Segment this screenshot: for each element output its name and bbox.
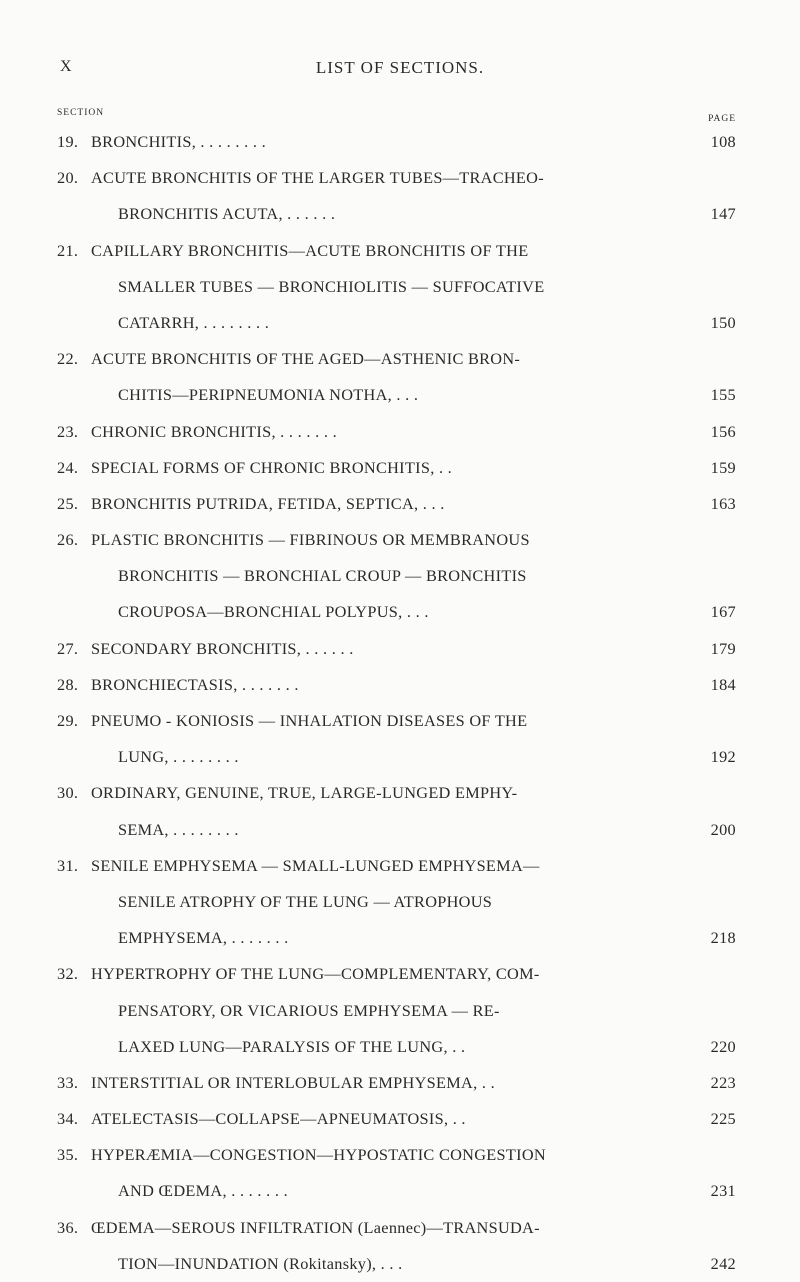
page-reference: 225 (710, 1109, 736, 1129)
toc-entry-line (0, 124, 800, 160)
toc-entry (0, 486, 800, 522)
section-number: 21. (57, 240, 79, 260)
toc-entry-line (0, 1029, 800, 1065)
toc-entry (0, 1137, 800, 1209)
page-reference: 108 (710, 132, 736, 151)
toc-entry-line (0, 522, 800, 558)
section-number: 34. (57, 1109, 79, 1129)
page-reference: 220 (710, 1036, 736, 1056)
page-reference: 147 (710, 204, 736, 224)
page-reference: 184 (710, 674, 736, 694)
page-reference: 159 (710, 457, 736, 477)
section-number: 25. (57, 493, 79, 513)
toc-entry (0, 631, 800, 667)
section-title-line: SEMA, . . . . . . . . (118, 819, 239, 839)
page-reference: 179 (710, 638, 736, 658)
section-title-line: BRONCHITIS, . . . . . . . . (91, 132, 266, 151)
toc-entry-line (0, 450, 800, 486)
section-title-line: SECONDARY BRONCHITIS, . . . . . . (91, 638, 354, 658)
section-title-line: CHITIS—PERIPNEUMONIA NOTHA, . . . (118, 385, 419, 405)
page-reference: 223 (710, 1072, 736, 1092)
page-reference: 200 (710, 819, 736, 839)
section-title-line: CHRONIC BRONCHITIS, . . . . . . . (91, 421, 337, 441)
page-reference: 167 (710, 602, 736, 622)
toc-entry-line (0, 884, 800, 920)
page-reference: 156 (710, 421, 736, 441)
page-number: X (60, 58, 72, 75)
toc-entry-line (0, 233, 800, 269)
section-number: 29. (57, 711, 79, 730)
page-reference: 231 (710, 1181, 736, 1201)
section-title-line: SENILE EMPHYSEMA — SMALL-LUNGED EMPHYSEMA— (91, 855, 540, 875)
toc-entry (0, 341, 800, 413)
toc-entry-line (0, 631, 800, 667)
section-title-line: PNEUMO - KONIOSIS — INHALATION DISEASES OF THE (91, 711, 528, 730)
toc-entry-line (0, 305, 800, 341)
toc-entry-line (0, 414, 800, 450)
toc-entry (0, 233, 800, 342)
toc-entry-line (0, 993, 800, 1029)
toc-entry (0, 703, 800, 775)
section-number: 31. (57, 855, 79, 875)
toc-entry-line (0, 558, 800, 594)
section-title-line: HYPERTROPHY OF THE LUNG—COMPLEMENTARY, COM- (91, 964, 540, 984)
section-title-line: HYPERÆMIA—CONGESTION—HYPOSTATIC CONGESTION (91, 1145, 546, 1165)
section-title-line: INTERSTITIAL OR INTERLOBULAR EMPHYSEMA, . . (91, 1072, 495, 1092)
page-reference: 163 (710, 493, 736, 513)
section-title-line: PENSATORY, OR VICARIOUS EMPHYSEMA — RE- (118, 1000, 500, 1020)
toc-entry-line (0, 1137, 800, 1173)
section-title-line: ATELECTASIS—COLLAPSE—APNEUMATOSIS, . . (91, 1109, 466, 1129)
section-title-line: SPECIAL FORMS OF CHRONIC BRONCHITIS, . . (91, 457, 453, 477)
page-header (0, 58, 800, 82)
toc-entry (0, 1101, 800, 1137)
page-reference: 155 (710, 385, 736, 405)
toc-entry (0, 956, 800, 1065)
page-column-heading: PAGE (708, 114, 736, 124)
column-headings (0, 110, 800, 124)
toc-entry (0, 848, 800, 957)
toc-entry-line (0, 775, 800, 811)
section-title-line: BRONCHITIS PUTRIDA, FETIDA, SEPTICA, . . . (91, 493, 445, 513)
toc-entry-line (0, 377, 800, 413)
toc-entry-line (0, 739, 800, 775)
section-title-line: PLASTIC BRONCHITIS — FIBRINOUS OR MEMBRANOUS (91, 530, 530, 550)
toc-entry (0, 1065, 800, 1101)
toc-entry-line (0, 594, 800, 630)
section-title-line: BRONCHITIS ACUTA, . . . . . . (118, 204, 336, 224)
toc-entry-line (0, 848, 800, 884)
toc-entry-line (0, 341, 800, 377)
toc-entry-line (0, 1173, 800, 1209)
toc-entry (0, 667, 800, 703)
toc-entry (0, 160, 800, 232)
toc-entry-line (0, 920, 800, 956)
table-of-contents (0, 124, 800, 1282)
section-number: 28. (57, 674, 79, 694)
section-title-line: LUNG, . . . . . . . . (118, 747, 239, 767)
section-title-line: CATARRH, . . . . . . . . (118, 312, 270, 332)
section-title-line: AND ŒDEMA, . . . . . . . (118, 1181, 289, 1201)
section-number: 19. (57, 132, 79, 151)
section-title-line: ŒDEMA—SEROUS INFILTRATION (Laennec)—TRANSUDA- (91, 1217, 540, 1237)
toc-entry-line (0, 703, 800, 739)
toc-entry (0, 414, 800, 450)
toc-entry-line (0, 486, 800, 522)
page-reference: 150 (710, 312, 736, 332)
section-title-line: ACUTE BRONCHITIS OF THE LARGER TUBES—TRACHEO- (91, 168, 544, 188)
section-number: 22. (57, 349, 79, 369)
page-reference: 218 (710, 928, 736, 948)
section-title-line: BRONCHITIS — BRONCHIAL CROUP — BRONCHITIS (118, 566, 527, 586)
section-title-line: CAPILLARY BRONCHITIS—ACUTE BRONCHITIS OF THE (91, 240, 529, 260)
section-title-line: ACUTE BRONCHITIS OF THE AGED—ASTHENIC BRON- (91, 349, 521, 369)
section-number: 36. (57, 1217, 79, 1237)
toc-entry (0, 522, 800, 631)
section-title-line: BRONCHIECTASIS, . . . . . . . (91, 674, 299, 694)
toc-entry (0, 450, 800, 486)
toc-entry (0, 1210, 800, 1282)
toc-entry (0, 124, 800, 160)
section-title-line: CROUPOSA—BRONCHIAL POLYPUS, . . . (118, 602, 429, 622)
toc-entry-line (0, 1101, 800, 1137)
section-number: 35. (57, 1145, 79, 1165)
section-title-line: LAXED LUNG—PARALYSIS OF THE LUNG, . . (118, 1036, 466, 1056)
section-number: 30. (57, 783, 79, 803)
page-reference: 242 (710, 1253, 736, 1273)
section-title-line: TION—INUNDATION (Rokitansky), . . . (118, 1253, 403, 1273)
section-number: 27. (57, 638, 79, 658)
toc-entry-line (0, 667, 800, 703)
toc-entry-line (0, 1210, 800, 1246)
toc-entry (0, 775, 800, 847)
section-title-line: EMPHYSEMA, . . . . . . . (118, 928, 289, 948)
page-title: LIST OF SECTIONS. (315, 58, 485, 77)
section-number: 20. (57, 168, 79, 188)
section-title-line: SMALLER TUBES — BRONCHIOLITIS — SUFFOCATIVE (118, 276, 545, 296)
section-column-heading: SECTION (57, 108, 105, 118)
toc-entry-line (0, 956, 800, 992)
toc-entry-line (0, 1065, 800, 1101)
section-number: 32. (57, 964, 79, 984)
toc-entry-line (0, 269, 800, 305)
section-number: 23. (57, 421, 79, 441)
section-number: 33. (57, 1072, 79, 1092)
page-reference: 192 (710, 747, 736, 767)
section-title-line: ORDINARY, GENUINE, TRUE, LARGE-LUNGED EMPHY- (91, 783, 518, 803)
toc-entry-line (0, 160, 800, 196)
section-number: 26. (57, 530, 79, 550)
section-title-line: SENILE ATROPHY OF THE LUNG — ATROPHOUS (118, 891, 493, 911)
section-number: 24. (57, 457, 79, 477)
toc-entry-line (0, 1246, 800, 1282)
toc-entry-line (0, 196, 800, 232)
toc-entry-line (0, 812, 800, 848)
